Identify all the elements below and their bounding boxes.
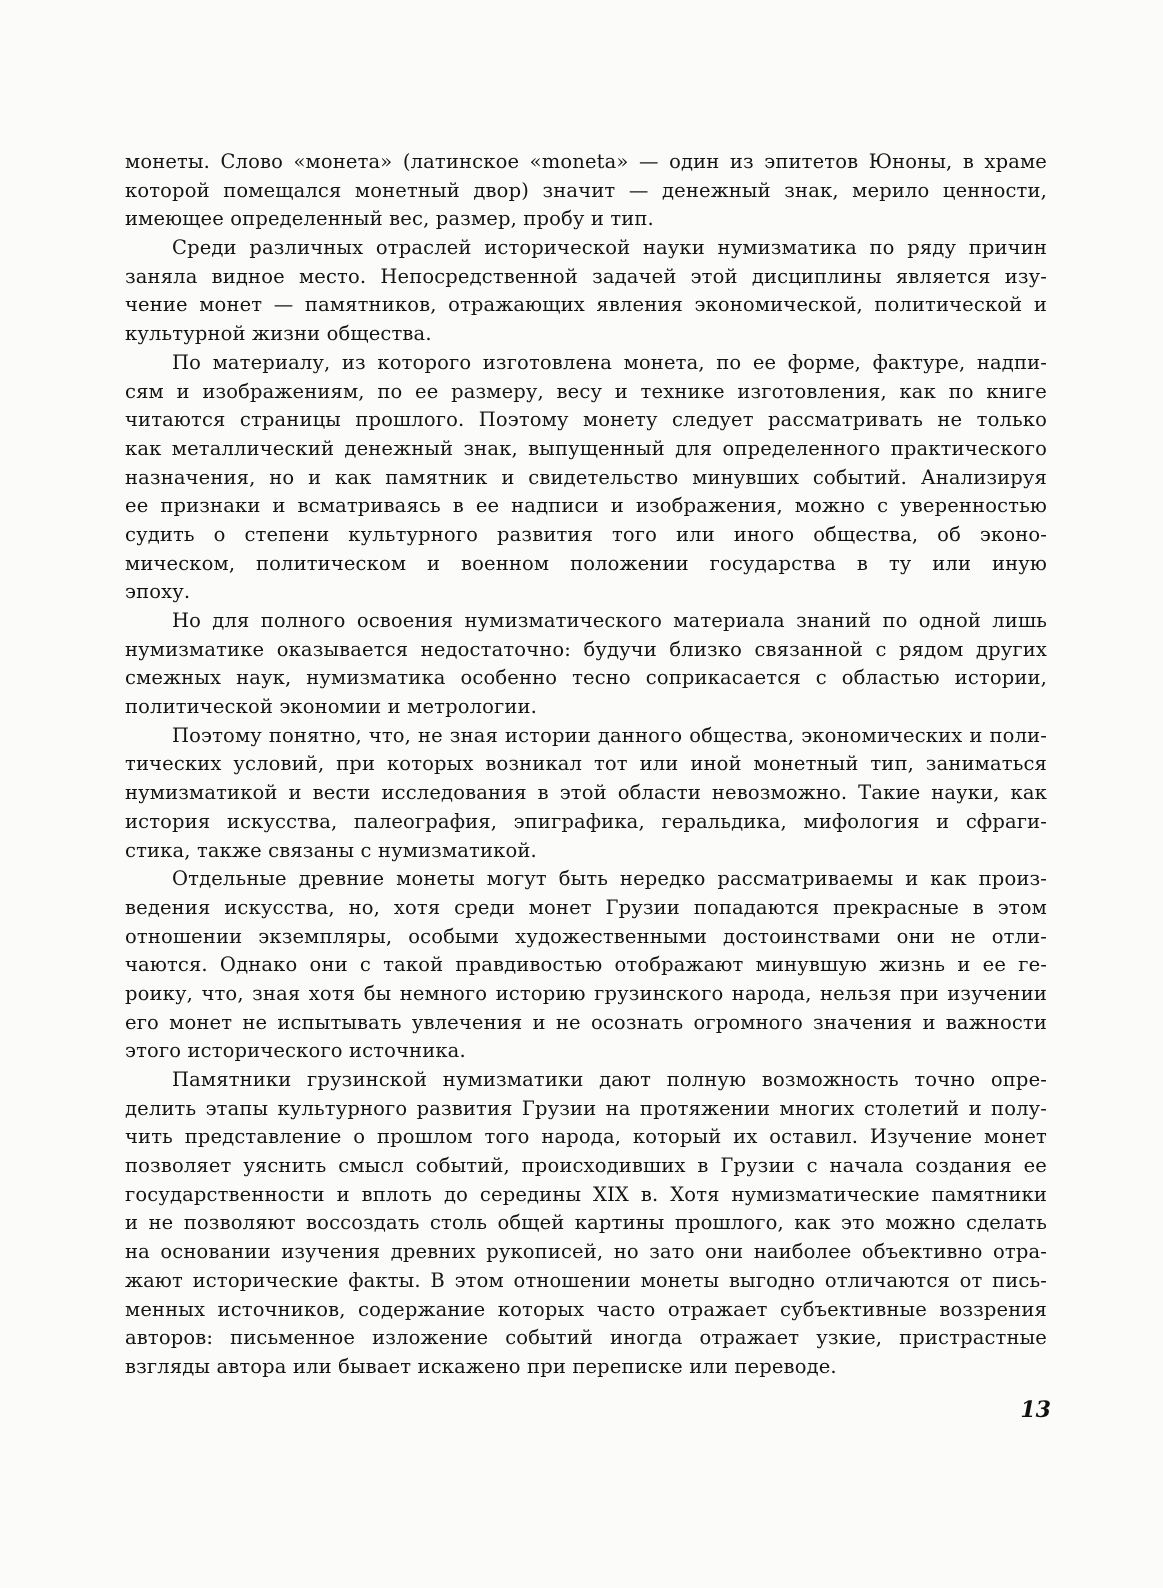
text-line: назначения, но и как памятник и свидетельство минувших событий. Анализируя: [125, 465, 1047, 489]
page-number: 13: [1020, 1397, 1051, 1423]
text-line: читаются страницы прошлого. Поэтому монету следует рассматривать не только: [125, 408, 1047, 432]
text-line: его монет не испытывать увлечения и не осознать огромного значения и важности: [125, 1010, 1047, 1034]
paragraph: [125, 722, 1047, 865]
text-line: По материалу, из которого изготовлена монета, по ее форме, фактуре, надпи-: [172, 350, 1047, 374]
text-line: чить представление о прошлом того народа, который их оставил. Изучение монет: [125, 1125, 1047, 1149]
text-line: Отдельные древние монеты могут быть нередко рассматриваемы и как произ-: [172, 867, 1047, 891]
text-line: Поэтому понятно, что, не зная истории данного общества, экономических и поли-: [172, 723, 1047, 747]
text-line: чаются. Однако они с такой правдивостью отображают минувшую жизнь и ее ге-: [125, 953, 1047, 977]
text-line: тических условий, при которых возникал тот или иной монетный тип, заниматься: [125, 752, 1047, 776]
text-line: мическом, политическом и военном положении государства в ту или иную: [125, 551, 1047, 575]
text-line: на основании изучения древних рукописей, но зато они наиболее объективно отра-: [125, 1240, 1047, 1264]
text-line: нумизматике оказывается недостаточно: будучи близко связанной с рядом других: [125, 637, 1047, 661]
text-line: взгляды автора или бывает искажено при переписке или переводе.: [125, 1354, 837, 1378]
text-line: монеты. Слово «монета» (латинское «moneta» — один из эпитетов Юноны, в храме: [125, 150, 1047, 173]
text-line: чение монет — памятников, отражающих явления экономической, политической и: [125, 293, 1047, 317]
text-line: отношении экземпляры, особыми художественными достоинствами они не отли-: [125, 924, 1047, 948]
text-line: ее признаки и всматриваясь в ее надписи и изображения, можно с уверенностью: [125, 494, 1047, 518]
text-line: смежных наук, нумизматика особенно тесно соприкасается с областью истории,: [125, 666, 1047, 690]
paragraph: [125, 865, 1047, 1066]
text-line: позволяет уяснить смысл событий, происходивших в Грузии с начала создания ее: [125, 1154, 1047, 1178]
paragraph: [125, 607, 1047, 722]
paragraph: [125, 1066, 1047, 1382]
paragraph: [125, 234, 1047, 349]
text-line: стика, также связаны с нумизматикой.: [125, 838, 537, 862]
text-line: Памятники грузинской нумизматики дают полную возможность точно опре-: [172, 1068, 1047, 1091]
text-line: авторов: письменное изложение событий иногда отражает узкие, пристрастные: [125, 1326, 1047, 1350]
text-line: эпоху.: [125, 580, 191, 604]
paragraph: [125, 349, 1047, 607]
text-line: и не позволяют воссоздать столь общей картины прошлого, как это можно сделать: [125, 1211, 1047, 1235]
body-text: [125, 148, 1047, 1382]
text-line: роику, что, зная хотя бы немного историю грузинского народа, нельзя при изучении: [125, 981, 1047, 1005]
text-line: делить этапы культурного развития Грузии на протяжении многих столетий и полу-: [125, 1096, 1047, 1120]
text-line: менных источников, содержание которых часто отражает субъективные воззрения: [125, 1297, 1047, 1321]
text-line: история искусства, палеография, эпиграфика, геральдика, мифология и сфраги-: [125, 809, 1047, 833]
text-line: имеющее определенный вес, размер, пробу и тип.: [125, 207, 654, 231]
paragraph: [125, 148, 1047, 234]
text-line: сям и изображениям, по ее размеру, весу и технике изготовления, как по книге: [125, 379, 1047, 403]
text-line: как металлический денежный знак, выпущенный для определенного практического: [125, 436, 1047, 460]
text-line: Среди различных отраслей исторической науки нумизматика по ряду причин: [172, 236, 1047, 260]
text-line: политической экономии и метрологии.: [125, 695, 538, 719]
text-line: заняла видное место. Непосредственной задачей этой дисциплины является изу-: [125, 264, 1047, 288]
text-line: этого исторического источника.: [125, 1039, 466, 1063]
text-line: которой помещался монетный двор) значит — денежный знак, мерило ценности,: [125, 178, 1047, 202]
text-line: судить о степени культурного развития того или иного общества, об эконо-: [125, 522, 1047, 546]
text-line: ведения искусства, но, хотя среди монет Грузии попадаются прекрасные в этом: [125, 895, 1047, 919]
text-line: государственности и вплоть до середины XIX в. Хотя нумизматические памятники: [125, 1182, 1047, 1206]
text-line: Но для полного освоения нумизматического материала знаний по одной лишь: [172, 609, 1047, 632]
text-line: нумизматикой и вести исследования в этой области невозможно. Такие науки, как: [125, 781, 1047, 805]
text-line: культурной жизни общества.: [125, 322, 432, 346]
text-line: жают исторические факты. В этом отношении монеты выгодно отличаются от пись-: [125, 1268, 1047, 1292]
